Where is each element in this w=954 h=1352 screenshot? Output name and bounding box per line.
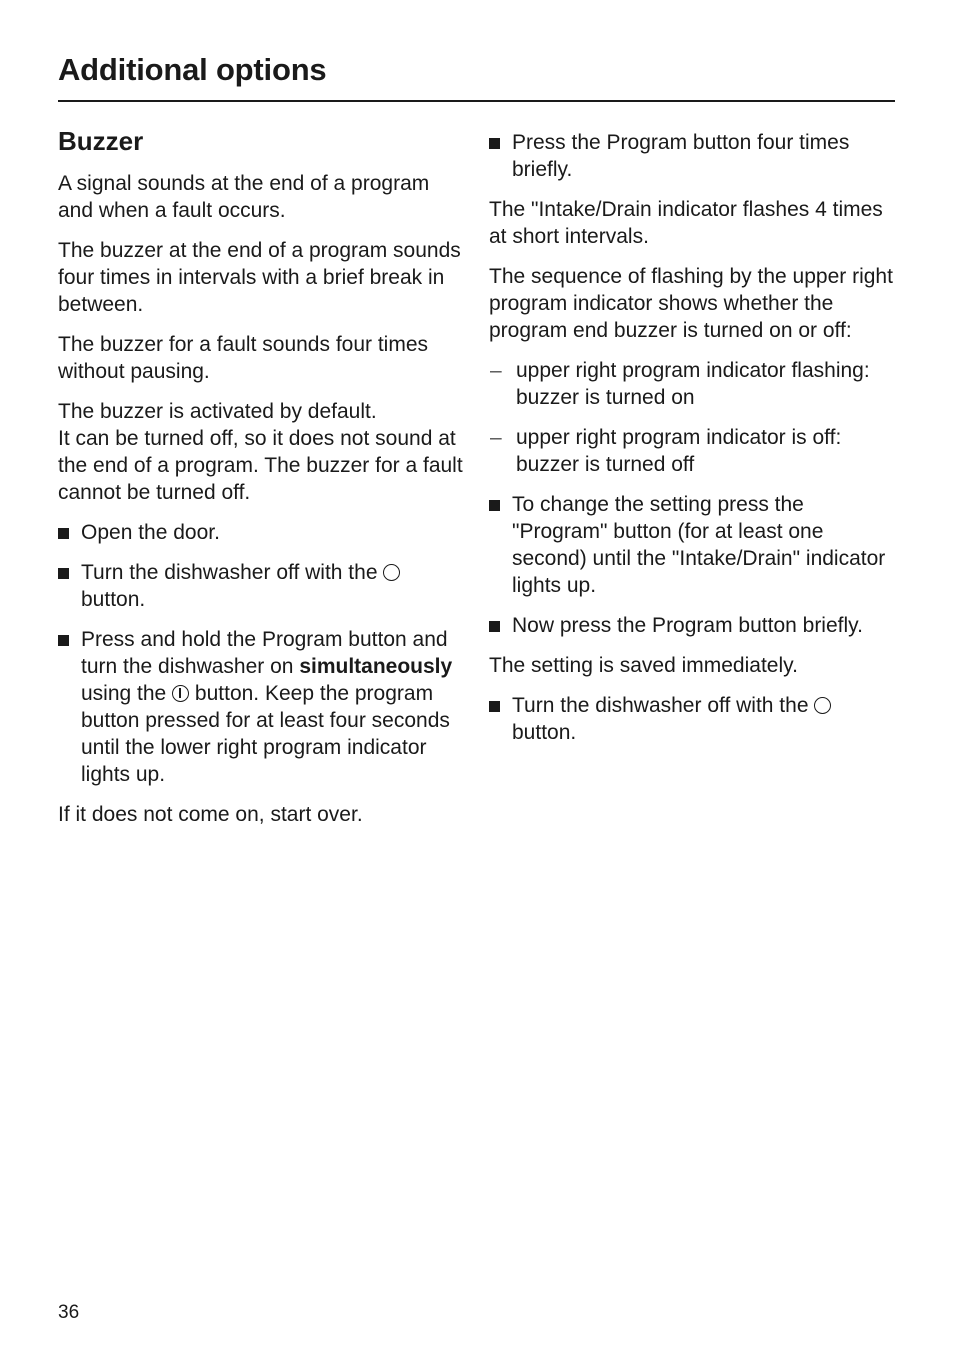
paragraph xyxy=(58,398,463,506)
dash-marker: – xyxy=(490,426,502,449)
power-off-icon xyxy=(383,564,400,581)
square-bullet-icon xyxy=(489,701,500,712)
instruction-step xyxy=(489,491,899,599)
dash-text: upper right program indicator flashing: buzzer is turned on xyxy=(516,359,870,409)
square-bullet-icon xyxy=(489,500,500,511)
step-text: button. xyxy=(512,721,577,744)
square-bullet-icon xyxy=(489,621,500,632)
step-text: Now press the Program button briefly. xyxy=(512,614,863,637)
section-title: Buzzer xyxy=(58,126,144,156)
step-text: Press the Program button four times briefly. xyxy=(512,131,850,181)
instruction-step xyxy=(58,559,463,613)
step-text: To change the setting press the "Program" button (for at least one second) until the "Intake/Drain" indicator lights up. xyxy=(512,493,886,597)
instruction-step xyxy=(489,692,899,746)
paragraph: The buzzer for a fault sounds four times without pausing. xyxy=(58,333,429,383)
dash-list-item xyxy=(489,424,899,478)
dash-list-item xyxy=(489,357,899,411)
paragraph-line: The buzzer is activated by default. xyxy=(58,400,377,423)
paragraph: The "Intake/Drain indicator flashes 4 times at short intervals. xyxy=(489,198,883,248)
dash-marker: – xyxy=(490,359,502,382)
paragraph: The sequence of flashing by the upper right program indicator shows whether the program end buzzer is turned on or off: xyxy=(489,265,893,342)
paragraph-line: It can be turned off, so it does not sound at the end of a program. The buzzer for a fault cannot be turned off. xyxy=(58,427,463,504)
square-bullet-icon xyxy=(58,568,69,579)
paragraph: A signal sounds at the end of a program and when a fault occurs. xyxy=(58,172,430,222)
dash-text: upper right program indicator is off: buzzer is turned off xyxy=(516,426,842,476)
step-text: using the xyxy=(81,682,167,705)
instruction-step xyxy=(58,626,463,788)
left-column xyxy=(58,124,463,841)
page-header xyxy=(58,50,895,102)
step-text: Turn the dishwasher off with the xyxy=(512,694,809,717)
step-text: Open the door. xyxy=(81,521,220,544)
square-bullet-icon xyxy=(489,138,500,149)
step-text: Press and hold the Program button and turn the dishwasher on xyxy=(81,628,448,678)
paragraph: If it does not come on, start over. xyxy=(58,803,363,826)
instruction-step xyxy=(489,612,899,639)
square-bullet-icon xyxy=(58,635,69,646)
emphasis-text: simultaneously xyxy=(299,655,453,678)
instruction-step xyxy=(489,129,899,183)
instruction-step xyxy=(58,519,463,546)
step-text: button. Keep the program button pressed for at least four seconds until the lower right program indicator lights up. xyxy=(81,682,450,786)
paragraph: The setting is saved immediately. xyxy=(489,654,798,677)
page-title: Additional options xyxy=(58,52,327,87)
power-on-icon xyxy=(172,685,189,702)
paragraph: The buzzer at the end of a program sounds four times in intervals with a brief break in between. xyxy=(58,239,461,316)
power-off-icon xyxy=(814,697,831,714)
step-text: Turn the dishwasher off with the xyxy=(81,561,378,584)
page-number: 36 xyxy=(58,1302,80,1323)
right-column xyxy=(489,124,899,759)
square-bullet-icon xyxy=(58,528,69,539)
step-text: button. xyxy=(81,588,146,611)
